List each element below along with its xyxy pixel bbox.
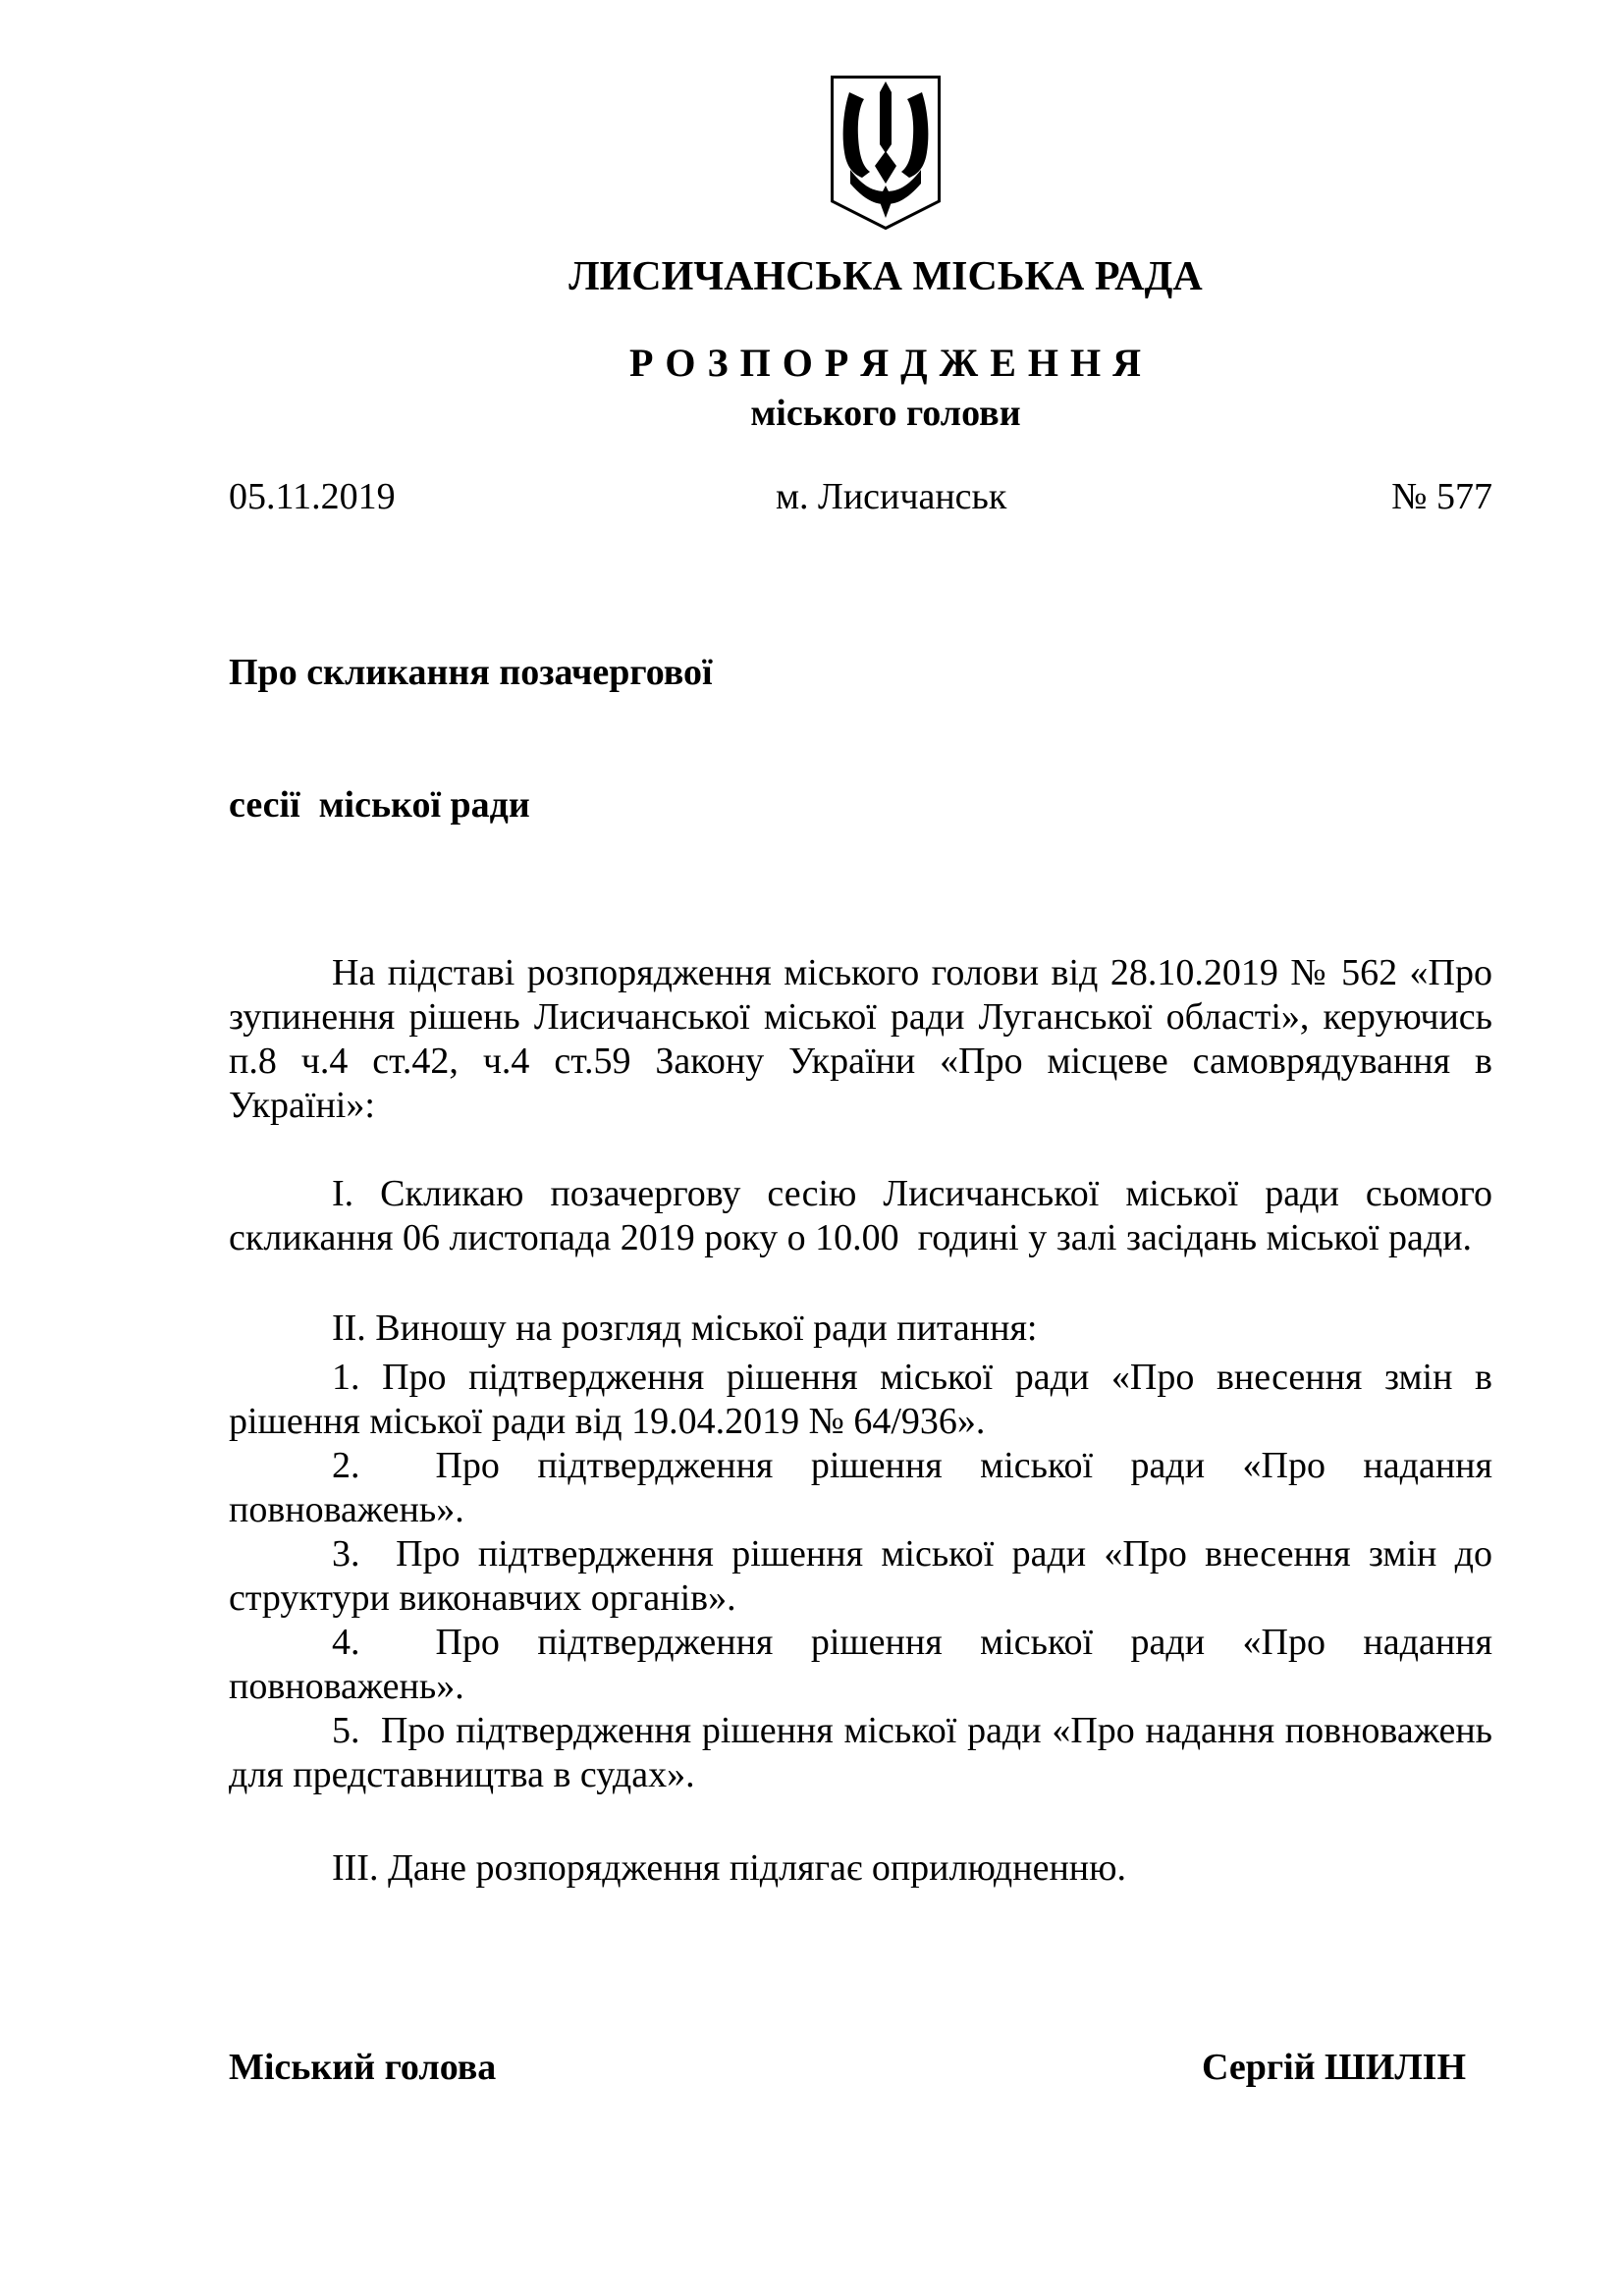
tryzub-coat-of-arms-icon (831, 76, 941, 230)
organization-title: ЛИСИЧАНСЬКА МІСЬКА РАДА (568, 254, 1203, 299)
section-2-intro: ІІ. Виношу на розгляд міської ради питання: (332, 1308, 1038, 1349)
document-number: № 577 (1391, 476, 1492, 517)
subject-heading (229, 562, 1492, 916)
agenda-item-4: 4. Про підтвердження рішення міської ради «Про надання повноважень». (229, 1622, 1502, 1707)
agenda-item-2: 2. Про підтвердження рішення міської ради «Про надання повноважень». (229, 1445, 1502, 1530)
meta-row (229, 475, 1492, 519)
agenda-item-3: 3. Про підтвердження рішення міської ради «Про внесення змін до структури виконавчих органів». (229, 1533, 1502, 1619)
document-city: м. Лисичанськ (776, 476, 1007, 517)
document-header (279, 76, 1492, 436)
signature-row (229, 2046, 1492, 2090)
document-body (0, 475, 1623, 2090)
section-3-paragraph: ІІІ. Дане розпорядження підлягає оприлюдненню. (332, 1847, 1127, 1889)
document-subtype: міського голови (750, 393, 1021, 434)
subject-line-1: Про скликання позачергової (229, 652, 713, 693)
section-1-paragraph: І. Скликаю позачергову сесію Лисичанської міської ради сьомого скликання 06 листопада 2019 року о 10.00 годині у залі засідань міської ради. (229, 1173, 1502, 1258)
agenda-item-1: 1. Про підтвердження рішення міської ради «Про внесення змін в рішення міської ради від 19.04.2019 № 64/936». (229, 1357, 1502, 1442)
agenda-items-list (229, 1356, 1502, 1797)
preamble-paragraph: На підставі розпорядження міського голови від 28.10.2019 № 562 «Про зупинення рішень Лисичанської міської ради Луганської області», керуючись п.8 ч.4 ст.42, ч.4 ст.59 Закону України «Про місцеве самоврядування в Україні»: (229, 952, 1502, 1126)
agenda-item-5: 5. Про підтвердження рішення міської ради «Про надання повноважень для представництва в судах». (229, 1710, 1502, 1795)
signature-position: Міський голова (229, 2047, 497, 2088)
signature-name: Сергій ШИЛІН (1201, 2047, 1466, 2088)
document-date: 05.11.2019 (229, 476, 396, 517)
document-type-title: Р О З П О Р Я Д Ж Е Н Н Я (628, 341, 1143, 385)
subject-line-2: сесії міської ради (229, 784, 530, 826)
